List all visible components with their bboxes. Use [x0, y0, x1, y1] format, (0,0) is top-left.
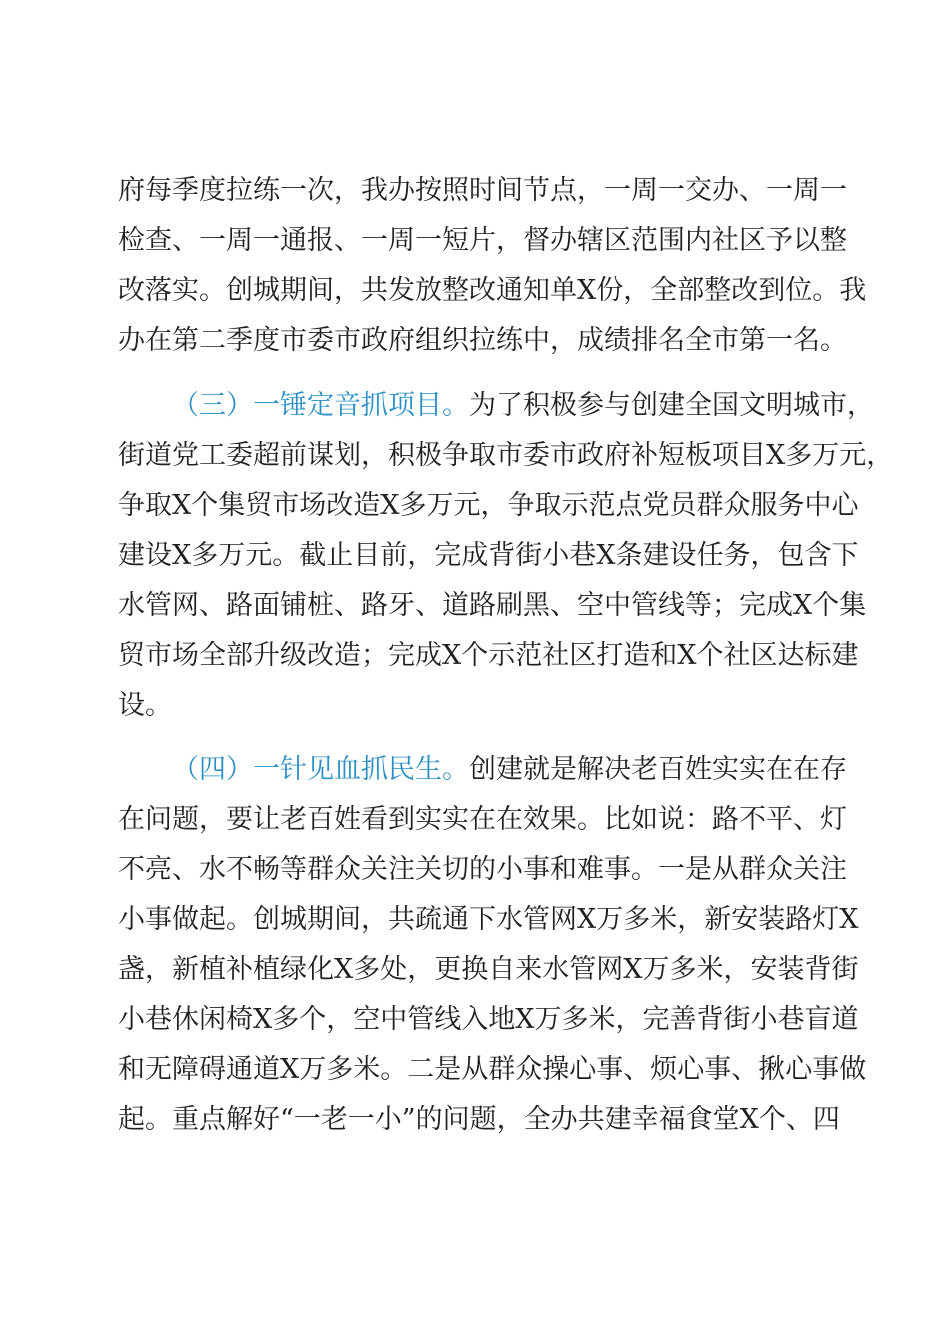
- section-3-first-line: [172, 381, 874, 431]
- paragraph-line: 设。: [118, 690, 172, 721]
- paragraph-line: 改落实。创城期间，共发放整改通知单X份，全部整改到位。我: [118, 275, 867, 306]
- paragraph-line: 水管网、路面铺桩、路牙、道路刷黑、空中管线等；完成X个集: [118, 590, 867, 621]
- section-4-heading: （四）一针见血抓民生。: [172, 754, 469, 785]
- paragraph-line: 不亮、水不畅等群众关注关切的小事和难事。一是从群众关注: [118, 854, 847, 885]
- paragraph-line: 在问题，要让老百姓看到实实在在效果。比如说：路不平、灯: [118, 804, 847, 835]
- paragraph-line: 贸市场全部升级改造；完成X个示范社区打造和X个社区达标建: [118, 640, 859, 671]
- paragraph-line: 起。重点解好“一老一小”的问题，全办共建幸福食堂X个、四: [118, 1104, 840, 1135]
- section-3-text: 为了积极参与创建全国文明城市，: [469, 390, 874, 421]
- section-4-first-line: [172, 745, 847, 795]
- paragraph-line: 小巷休闲椅X多个，空中管线入地X万多米，完善背街小巷盲道: [118, 1004, 859, 1035]
- paragraph-line: 检查、一周一通报、一周一短片，督办辖区范围内社区予以整: [118, 225, 847, 256]
- paragraph-line: 争取X个集贸市场改造X多万元，争取示范点党员群众服务中心: [118, 490, 859, 521]
- paragraph-line: 盏，新植补植绿化X多处，更换自来水管网X万多米，安装背街: [118, 954, 859, 985]
- paragraph-line: 办在第二季度市委市政府组织拉练中，成绩排名全市第一名。: [118, 325, 847, 356]
- paragraph-line: 府每季度拉练一次，我办按照时间节点，一周一交办、一周一: [118, 175, 847, 206]
- section-4-text: 创建就是解决老百姓实实在在存: [469, 754, 847, 785]
- paragraph-line: 小事做起。创城期间，共疏通下水管网X万多米，新安装路灯X: [118, 904, 859, 935]
- section-3-heading: （三）一锤定音抓项目。: [172, 390, 469, 421]
- paragraph-line: 建设X多万元。截止目前，完成背街小巷X条建设任务，包含下: [118, 540, 859, 571]
- paragraph-line: 和无障碍通道X万多米。二是从群众操心事、烦心事、揪心事做: [118, 1054, 867, 1085]
- paragraph-line: 街道党工委超前谋划，积极争取市委市政府补短板项目X多万元，: [118, 440, 894, 471]
